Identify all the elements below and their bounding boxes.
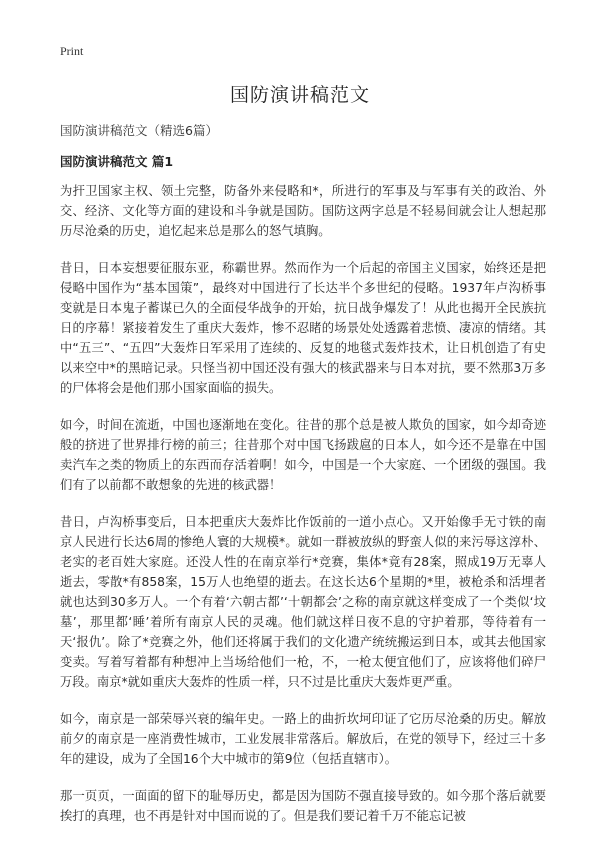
- section-heading: 国防演讲稿范文 篇1: [60, 154, 174, 169]
- document-subtitle: 国防演讲稿范文（精选6篇）: [60, 123, 218, 138]
- paragraph-4: 昔日，卢沟桥事变后，日本把重庆大轰炸比作饭前的一道小点心。又开始像手无寸铁的南京人民进行长达6周的惨绝人寰的大规模*。就如一群被放纵的野蛮人似的来污辱这淳朴、老实的老百姓大家庭。还没人性的在南京举行*竞赛，集体*竟有28案，照成19万无辜人逝去，零散*有858案，15万人也绝望的逝去。在这长达6个星期的*里，被枪杀和活埋者就也达到30多万人。一个有着‘六朝古都’‘十朝都会’之称的南京就这样变成了一个类似‘坟墓’，那里都‘睡’着所有南京人民的灵魂。他们就这样日夜不息的守护着那，等待着有一天‘报仇’。除了*竞赛之外，他们还将属于我们的文化遗产统统搬运到日本，或其去他国家变卖。写着写着都有种想冲上当场给他们一枪，不，一枪太便宜他们了，应该将他们碎尸万段。南京*就如重庆大轰炸的性质一样，只不过是比重庆大轰炸更严重。: [60, 515, 546, 689]
- document-title: 国防演讲稿范文: [229, 84, 370, 106]
- paragraph-1: 为扞卫国家主权、领土完整，防备外来侵略和*，所进行的军事及与军事有关的政治、外交、经济、文化等方面的建设和斗争就是国防。国防这两字总是不轻易间就会让人想起那历尽沧桑的历史，追忆起来总是那么的怒气填胸。: [60, 184, 546, 238]
- article-body: [60, 181, 546, 843]
- paragraph-2: 昔日，日本妄想要征服东亚，称霸世界。然而作为一个后起的帝国主义国家，始终还是把侵略中国作为“基本国策”，最终对中国进行了长达半个多世纪的侵略。1937年卢沟桥事变就是日本鬼子蓄谋已久的全面侵华战争的开始，抗日战争爆发了！从此也揭开全民族抗日的序幕！紧接着发生了重庆大轰炸，惨不忍睹的场景处处透露着悲愤、凄凉的情绪。其中“五三”、“五四”大轰炸日军采用了连续的、反复的地毯式轰炸技术，让日机创造了有史以来空中*的黑暗记录。只怪当初中国还没有强大的核武器来与日本对抗，要不然那3万多的尸体将会是他们那小国家面临的损失。: [60, 261, 546, 395]
- paragraph-6: 那一页页，一面面的留下的耻辱历史，都是因为国防不强直接导致的。如今那个落后就要挨打的真理，也不再是针对中国而说的了。但是我们要记着千万不能忘记被: [60, 789, 546, 823]
- paragraph-5: 如今，南京是一部荣辱兴衰的编年史。一路上的曲折坎坷印证了它历尽沧桑的历史。解放前夕的南京是一座消费性城市，工业发展非常落后。解放后，在党的领导下，经过三十多年的建设，成为了全国16个大中城市的第9位（包括直辖市）。: [60, 712, 546, 766]
- print-label: Print: [60, 44, 84, 58]
- paragraph-3: 如今，时间在流逝，中国也逐渐地在变化。往昔的那个总是被人欺负的国家，如今却奇迹般的挤进了世界排行榜的前三；往昔那个对中国飞扬跋扈的日本人，如今还不是靠在中国卖汽车之类的物质上的东西而存活着啊！如今，中国是一个大家庭、一个团级的强国。我们有了以前都不敢想象的先进的核武器！: [60, 418, 546, 492]
